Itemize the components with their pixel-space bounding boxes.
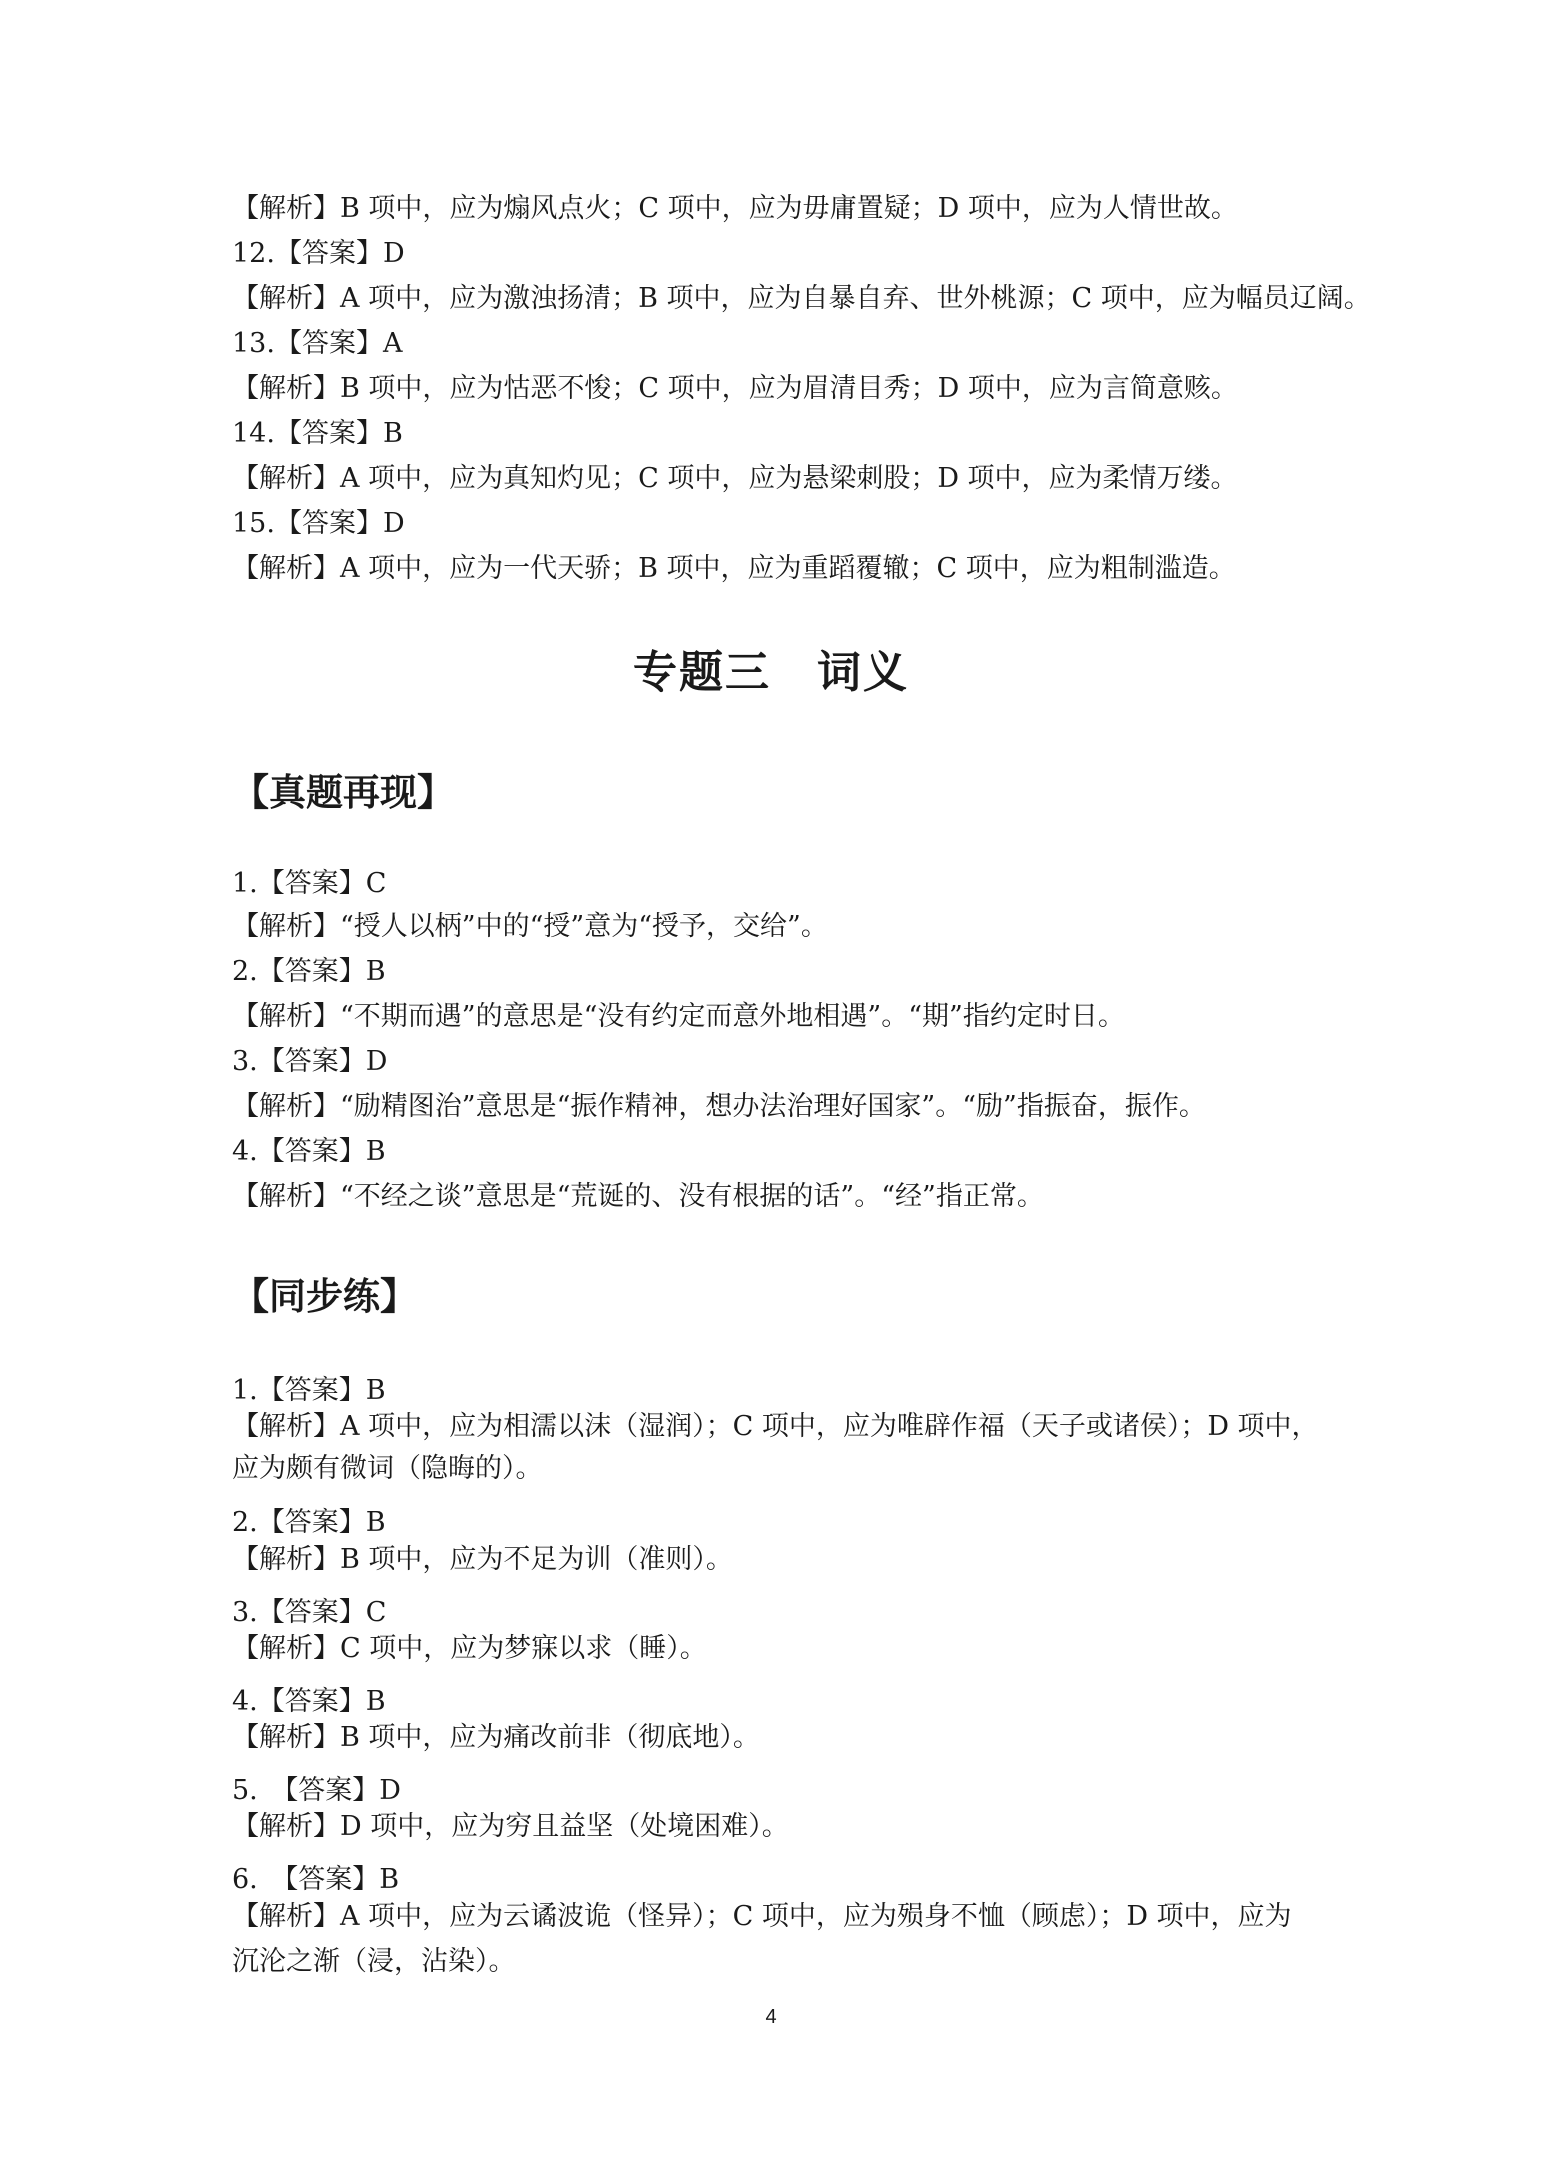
answer-line: 【解析】A 项中，应为相濡以沫（湿润）；C 项中，应为唯辟作福（天子或诸侯）；D 项中，: [232, 1411, 1319, 1442]
section-title: 专题三 词义: [633, 647, 909, 698]
answer-line: 【解析】C 项中，应为梦寐以求（睡）。: [232, 1633, 707, 1664]
answer-line: 14.【答案】B: [232, 418, 403, 449]
answer-line: 4.【答案】B: [232, 1136, 386, 1167]
answer-line: 5. 【答案】D: [232, 1775, 401, 1806]
answer-line: 3.【答案】C: [232, 1597, 387, 1628]
answer-line: 1.【答案】B: [232, 1375, 386, 1406]
answer-line: 3.【答案】D: [232, 1046, 388, 1077]
answer-line: 【解析】“不期而遇”的意思是“没有约定而意外地相遇”。“期”指约定时日。: [232, 1001, 1125, 1032]
answer-line: 【解析】“授人以柄”中的“授”意为“授予，交给”。: [232, 911, 828, 942]
answer-line: 【解析】B 项中，应为不足为训（准则）。: [232, 1544, 733, 1575]
answer-line: 4.【答案】B: [232, 1686, 386, 1717]
answer-line: 【解析】“励精图治”意思是“振作精神，想办法治理好国家”。“励”指振奋，振作。: [232, 1091, 1206, 1122]
answer-line: 2.【答案】B: [232, 1507, 386, 1538]
page-number: 4: [765, 2006, 777, 2028]
answer-line: 【解析】B 项中，应为痛改前非（彻底地）。: [232, 1722, 760, 1753]
answer-line: 沉沦之渐（浸，沾染）。: [232, 1946, 516, 1977]
answer-line: 【解析】A 项中，应为云谲波诡（怪异）；C 项中，应为殒身不恤（顾虑）；D 项中，应为: [232, 1901, 1292, 1932]
answer-line: 2.【答案】B: [232, 956, 386, 987]
answer-line: 【解析】B 项中，应为怙恶不悛；C 项中，应为眉清目秀；D 项中，应为言简意赅。: [232, 373, 1238, 404]
answer-line: 13.【答案】A: [232, 328, 403, 359]
answer-line: 【解析】A 项中，应为激浊扬清；B 项中，应为自暴自弃、世外桃源；C 项中，应为幅员辽阔。: [232, 283, 1371, 314]
practice-heading: 【同步练】: [232, 1274, 417, 1318]
answer-line: 应为颇有微词（隐晦的）。: [232, 1453, 543, 1484]
answer-line: 1.【答案】C: [232, 868, 387, 899]
answer-line: 【解析】“不经之谈”意思是“荒诞的、没有根据的话”。“经”指正常。: [232, 1181, 1044, 1212]
real-questions-heading: 【真题再现】: [232, 770, 454, 814]
answer-line: 【解析】A 项中，应为真知灼见；C 项中，应为悬梁刺股；D 项中，应为柔情万缕。: [232, 463, 1238, 494]
answer-line: 【解析】D 项中，应为穷且益坚（处境困难）。: [232, 1811, 789, 1842]
answer-line: 【解析】A 项中，应为一代天骄；B 项中，应为重蹈覆辙；C 项中，应为粗制滥造。: [232, 553, 1236, 584]
answer-line: 6. 【答案】B: [232, 1864, 400, 1895]
answer-line: 【解析】B 项中，应为煽风点火；C 项中，应为毋庸置疑；D 项中，应为人情世故。: [232, 193, 1238, 224]
answer-line: 12.【答案】D: [232, 238, 405, 269]
answer-line: 15.【答案】D: [232, 508, 405, 539]
